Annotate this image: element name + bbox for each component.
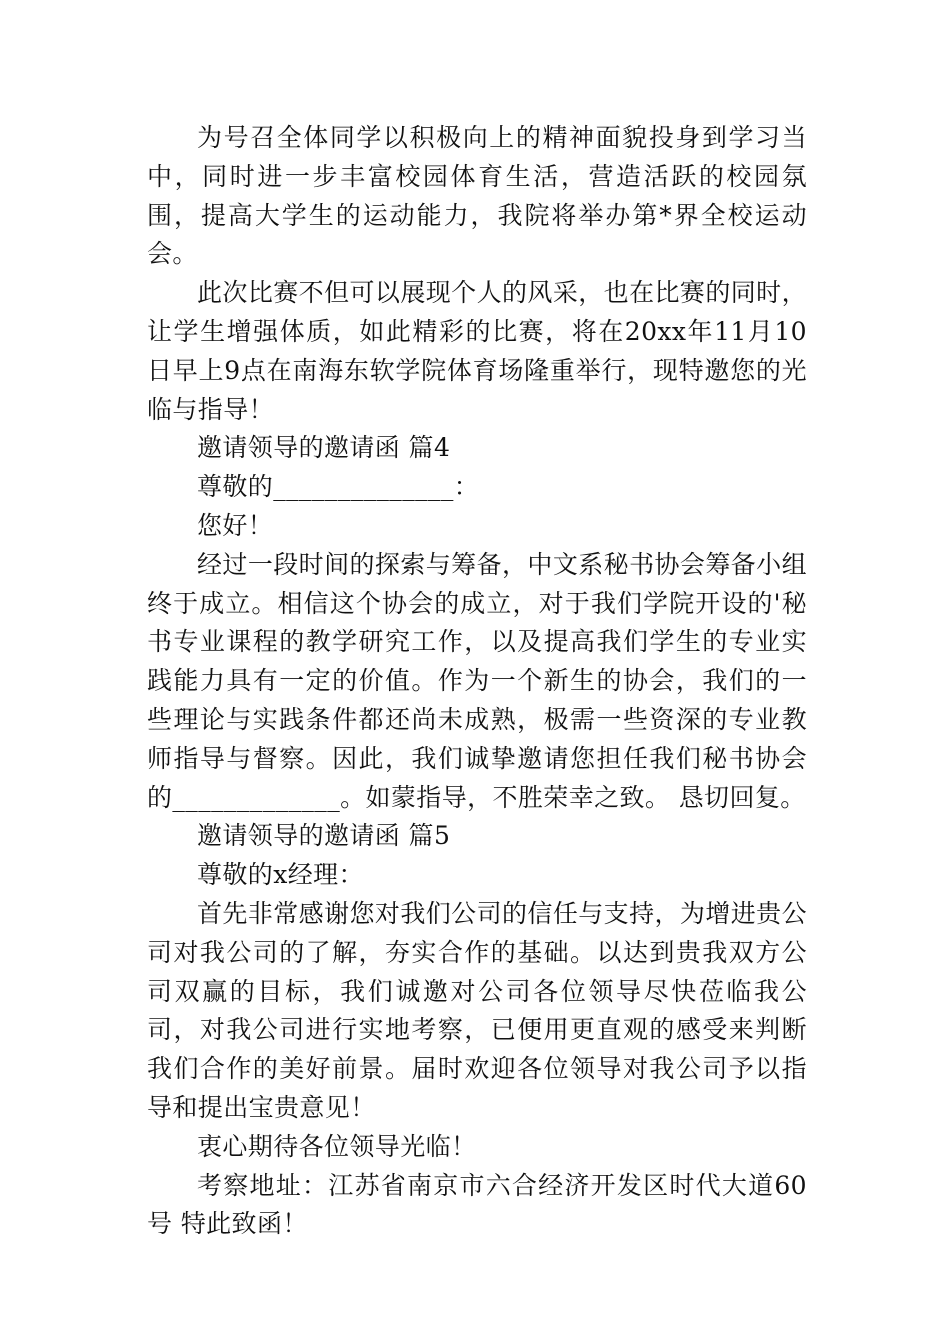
paragraph-sports-intro: 为号召全体同学以积极向上的精神面貌投身到学习当中，同时进一步丰富校园体育生活，营造活跃的校园氛围，提高大学生的运动能力，我院将举办第*界全校运动会。 — [147, 123, 807, 269]
paragraph-sports-details: 此次比赛不但可以展现个人的风采，也在比赛的同时，让学生增强体质，如此精彩的比赛，将在20xx年11月10日早上9点在南海东软学院体育场隆重举行，现特邀您的光临与指导！ — [147, 278, 807, 424]
greeting-4: 您好！ — [197, 510, 274, 540]
section-heading-4: 邀请领导的邀请函 篇4 — [197, 433, 451, 463]
paragraph-looking-forward: 衷心期待各位领导光临！ — [197, 1131, 477, 1161]
paragraph-address: 考察地址：江苏省南京市六合经济开发区时代大道60号 特此致函！ — [147, 1170, 807, 1239]
salutation-4: 尊敬的______________： — [197, 472, 480, 502]
paragraph-secretary-association: 经过一段时间的探索与筹备，中文系秘书协会筹备小组终于成立。相信这个协会的成立，对于我们学院开设的'秘书专业课程的教学研究工作，以及提高我们学生的专业实践能力具有一定的价值。作为一个新生的协会，我们的一些理论与实践条件都还尚未成熟，极需一些资深的专业教师指导与督察。因此，我们诚挚邀请您担任我们秘书协会的_____________。如蒙指导，不胜荣幸之致。 恳切回复。 — [147, 549, 807, 812]
salutation-5: 尊敬的x经理： — [197, 860, 364, 890]
document-body — [147, 119, 807, 1244]
section-heading-5: 邀请领导的邀请函 篇5 — [197, 821, 451, 851]
paragraph-company-invitation: 首先非常感谢您对我们公司的信任与支持，为增进贵公司对我公司的了解，夯实合作的基础。以达到贵我双方公司双赢的目标，我们诚邀对公司各位领导尽快莅临我公司，对我公司进行实地考察，已便用更直观的感受来判断我们合作的美好前景。届时欢迎各位领导对我公司予以指导和提出宝贵意见！ — [147, 898, 807, 1122]
